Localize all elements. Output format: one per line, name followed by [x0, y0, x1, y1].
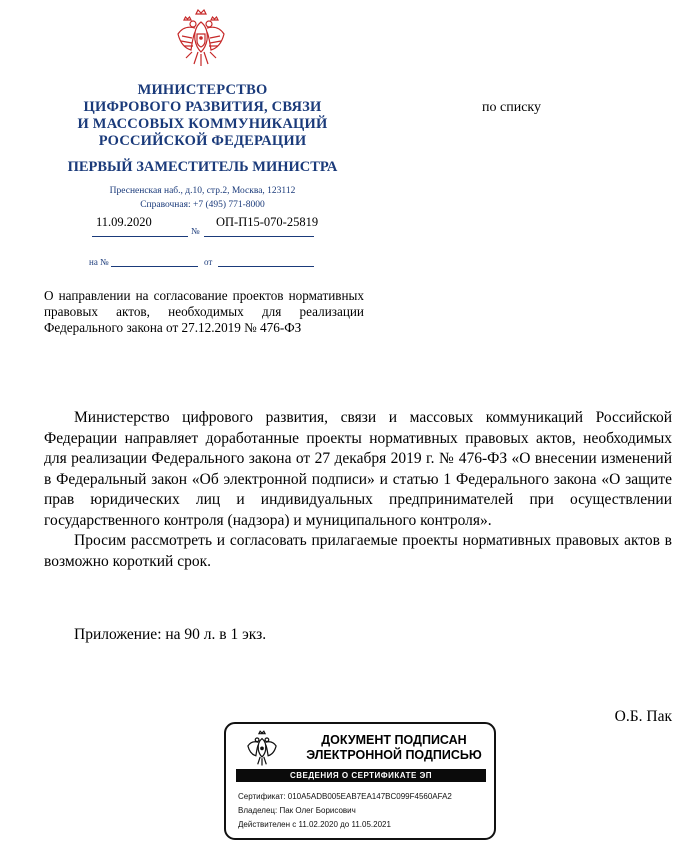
ministry-name-line: ЦИФРОВОГО РАЗВИТИЯ, СВЯЗИ	[83, 99, 322, 115]
electronic-signature-stamp	[224, 722, 496, 840]
stamp-title-line: ЭЛЕКТРОННОЙ ПОДПИСЬЮ	[306, 748, 482, 762]
stamp-title-line: ДОКУМЕНТ ПОДПИСАН	[321, 733, 467, 747]
ministry-address: Пресненская наб., д.10, стр.2, Москва, 123112	[109, 186, 296, 196]
ref-number-underline	[111, 266, 198, 267]
certificate-serial: Сертификат: 010A5ADB005EAB7EA147BC099F4560AFA2	[238, 792, 452, 801]
body-paragraph: Просим рассмотреть и согласовать прилагаемые проекты нормативных правовых актов в возможно короткий срок.	[44, 532, 672, 570]
ministry-phone: Справочная: +7 (495) 771-8000	[140, 200, 265, 210]
position-title: ПЕРВЫЙ ЗАМЕСТИТЕЛЬ МИНИСТРА	[67, 159, 338, 175]
ministry-name	[30, 82, 375, 150]
document-number: ОП-П15-070-25819	[216, 215, 319, 229]
body-paragraph: Министерство цифрового развития, связи и массовых коммуникаций Российской Федерации направляет доработанные проекты нормативных правовых актов, необходимых для реализации Федерального закона от 27 декабря 2019 г. № 476-ФЗ «О внесении изменений в Федеральный закон «Об электронной подписи» и статью 1 Федерального закона «О защите прав юридических лиц и индивидуальных предпринимателей при осуществлении государственного контроля (надзора) и муниципального контроля».	[44, 409, 672, 529]
recipient: по списку	[482, 100, 542, 115]
certificate-info-bar: СВЕДЕНИЯ О СЕРТИФИКАТЕ ЭП	[236, 769, 486, 782]
russian-coat-of-arms-icon	[174, 8, 228, 70]
number-sign: №	[191, 226, 200, 236]
letter-body	[44, 408, 672, 572]
date-underline	[92, 236, 188, 237]
ref-number-label: на №	[89, 257, 109, 267]
number-underline	[204, 236, 314, 237]
ref-date-label: от	[204, 257, 213, 267]
signer-name: О.Б. Пак	[614, 708, 672, 725]
russian-coat-of-arms-icon	[244, 730, 280, 768]
ministry-name-line: РОССИЙСКОЙ ФЕДЕРАЦИИ	[98, 133, 307, 149]
stamp-title	[298, 733, 490, 763]
document-date: 11.09.2020	[96, 215, 152, 229]
attachment-note: Приложение: на 90 л. в 1 экз.	[74, 626, 267, 643]
certificate-owner: Владелец: Пак Олег Борисович	[238, 806, 356, 815]
ministry-name-line: МИНИСТЕРСТВО	[137, 82, 268, 98]
letter-subject: О направлении на согласование проектов нормативных правовых актов, необходимых для реализации Федерального закона от 27.12.2019 № 476-ФЗ	[44, 288, 364, 335]
ministry-name-line: И МАССОВЫХ КОММУНИКАЦИЙ	[77, 116, 328, 132]
ref-date-underline	[218, 266, 314, 267]
certificate-validity: Действителен с 11.02.2020 до 11.05.2021	[238, 820, 391, 829]
